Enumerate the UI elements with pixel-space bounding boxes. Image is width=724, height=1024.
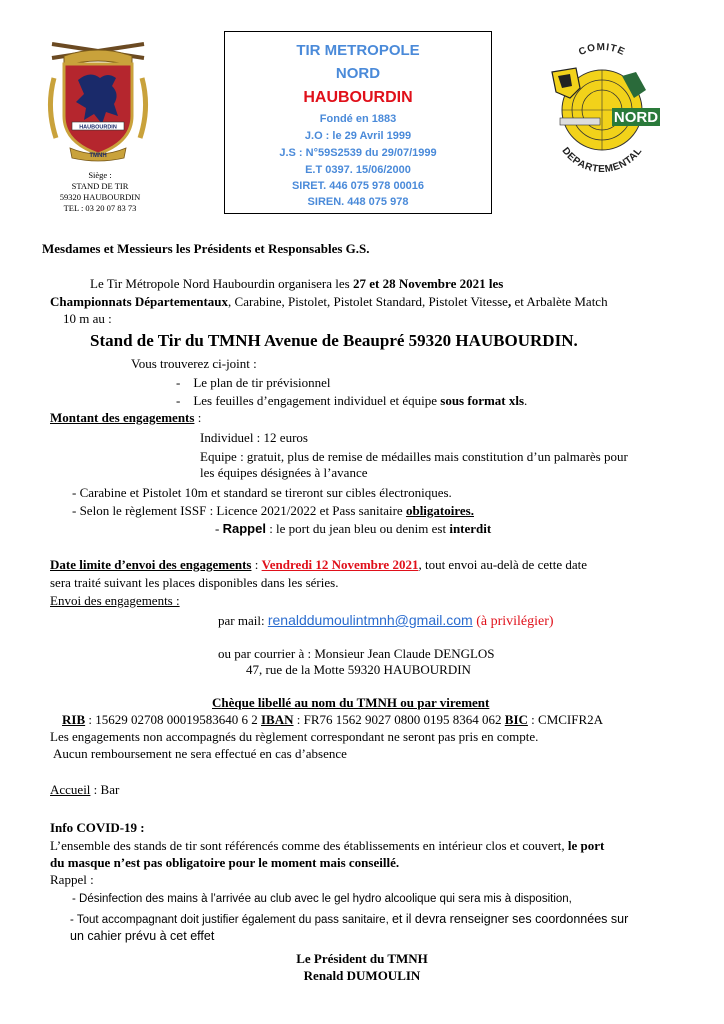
intro-line-1 [90, 276, 503, 292]
covid-port: le port [567, 838, 605, 853]
rappel-2-title: Rappel : [50, 872, 94, 887]
joint-title: Vous trouverez ci-joint : [131, 356, 257, 371]
rappel-text: : le port du jean bleu ou denim est [265, 521, 450, 536]
rappel-label: Rappel [222, 521, 266, 536]
bic-value: : CMCIFR2A [527, 712, 604, 727]
covid-text: L’ensemble des stands de tir sont référencés comme des établissements en intérieur clos et couvert, [50, 838, 568, 853]
mail-line [218, 612, 554, 630]
desinfection-note: - Désinfection des mains à l’arrivée au club avec le gel hydro alcoolique qui sera mis à disposition, [72, 893, 572, 905]
date-limite-title: Date limite d’envoi des engagements [50, 557, 252, 572]
tmnh-logo [38, 38, 158, 163]
accompagnant-text: - Tout accompagnant doit justifier également du pass sanitaire, [70, 914, 392, 926]
intro-line-3: 10 m au : [63, 311, 112, 326]
covid-line-2: du masque n’est pas obligatoire pour le moment mais conseillé. [50, 855, 400, 870]
courrier-line-2: 47, rue de la Motte 59320 HAUBOURDIN [246, 662, 471, 677]
date-limite-line [50, 557, 587, 573]
joint-item-1-text: Le plan de tir prévisionnel [193, 375, 331, 390]
club-jo: J.O : le 29 Avril 1999 [304, 130, 412, 142]
accueil-value: : Bar [90, 782, 120, 797]
date-limite-value: Vendredi 12 Novembre 2021 [261, 557, 419, 572]
issf-text: - Selon le règlement ISSF : Licence 2021/2022 et Pass sanitaire [72, 503, 406, 518]
rappel-jean [215, 521, 491, 537]
comite-logo [530, 32, 670, 182]
mail-link[interactable]: renalddumoulintmnh@gmail.com [267, 612, 473, 628]
accueil-label: Accueil [50, 782, 91, 797]
intro-comma: , [507, 294, 512, 309]
siege-label: Siège : [88, 170, 112, 180]
club-js: J.S : N°59S2539 du 29/07/1999 [279, 147, 437, 159]
iban-value: : FR76 1562 9027 0800 0195 8364 062 [293, 712, 505, 727]
club-title-1: TIR METROPOLE [296, 42, 420, 59]
bic-label: BIC [504, 712, 528, 727]
venue: Stand de Tir du TMNH Avenue de Beaupré 59320 HAUBOURDIN. [90, 331, 578, 350]
carabine-note: - Carabine et Pistolet 10m et standard se tireront sur cibles électroniques. [72, 485, 452, 500]
joint-item-2: - Les feuilles d’engagement individuel et équipe sous format xls. [176, 393, 528, 408]
siege-tel: TEL : 03 20 07 83 73 [63, 203, 137, 213]
intro-dates: 27 et 28 Novembre 2021 les [352, 276, 504, 291]
intro-text: Le Tir Métropole Nord Haubourdin organisera les [90, 276, 353, 291]
siege-info [40, 170, 160, 214]
joint-item-2-text: Les feuilles d’engagement individuel et équipe [193, 393, 441, 408]
logo-initials: TMNH [89, 153, 107, 159]
rib-label: RIB [62, 712, 86, 727]
intro-championnats: Championnats Départementaux [50, 294, 229, 309]
intro-line-2 [50, 294, 608, 310]
montant-colon: : [194, 410, 202, 425]
greeting: Mesdames et Messieurs les Présidents et Responsables G.S. [42, 241, 370, 256]
accompagnant-line-2: un cahier prévu à cet effet [70, 929, 215, 943]
mail-preferred: (à privilégier) [472, 614, 554, 629]
comite-nord-text: NORD [613, 109, 659, 126]
envoi-title: Envoi des engagements : [50, 593, 180, 608]
club-siren: SIREN. 448 075 978 [307, 196, 409, 208]
courrier-line-1: ou par courrier à : Monsieur Jean Claude DENGLOS [218, 646, 495, 661]
covid-line-1 [50, 838, 604, 854]
mail-label: par mail: [218, 613, 268, 628]
svg-text:COMITE [577, 42, 627, 58]
intro-disciplines: , Carabine, Pistolet, Pistolet Standard, Pistolet Vitesse [228, 294, 508, 309]
issf-obligatoires: obligatoires. [405, 503, 474, 518]
montant-equipe-1: Equipe : gratuit, plus de remise de médailles mais constitution d’un palmarès pour [200, 449, 628, 464]
comite-bottom-text: DEPARTEMENTAL [559, 145, 645, 176]
date-limite-rest: , tout envoi au-delà de cette date [418, 557, 588, 572]
signature-name: Renald DUMOULIN [303, 968, 421, 983]
montant-equipe-2: les équipes désignées à l’avance [200, 465, 368, 480]
non-accompagnes: Les engagements non accompagnés du règlement correspondant ne seront pas pris en compte. [50, 729, 539, 744]
montant-line [50, 410, 201, 426]
rappel-interdit: interdit [449, 521, 492, 536]
montant-individuel: Individuel : 12 euros [200, 430, 308, 445]
cheque-title: Chèque libellé au nom du TMNH ou par virement [212, 695, 490, 710]
comite-top-text: COMITE [577, 41, 627, 59]
accueil-line [50, 782, 119, 798]
club-header-box [224, 31, 492, 214]
aucun-remboursement: Aucun remboursement ne sera effectué en cas d’absence [53, 746, 347, 761]
date-limite-line-2: sera traité suivant les places disponibles dans les séries. [50, 575, 339, 590]
logo-text: HAUBOURDIN [79, 124, 117, 131]
date-limite-colon: : [251, 557, 262, 572]
club-et: E.T 0397. 15/06/2000 [305, 164, 411, 176]
issf-note [72, 503, 474, 519]
siege-city: 59320 HAUBOURDIN [59, 192, 141, 202]
rappel-dash: - [215, 521, 223, 536]
montant-title: Montant des engagements [50, 410, 195, 425]
club-title-2: NORD [335, 65, 381, 82]
club-siret: SIRET. 446 075 978 00016 [291, 180, 425, 192]
club-title-3: HAUBOURDIN [303, 89, 413, 106]
accompagnant-line-1 [70, 911, 628, 928]
covid-title: Info COVID-19 : [50, 820, 145, 835]
joint-item-2-format: sous format xls [440, 393, 525, 408]
intro-arbalete: et Arbalète Match [511, 294, 608, 309]
joint-item-1: - Le plan de tir prévisionnel [176, 375, 331, 390]
iban-label: IBAN [261, 712, 294, 727]
rib-value: : 15629 02708 00019583640 6 2 [85, 712, 261, 727]
signature-title: Le Président du TMNH [296, 951, 428, 966]
bank-line [62, 712, 603, 728]
accompagnant-coordonnees: et il devra renseigner ses coordonnées sur [391, 912, 629, 926]
siege-stand: STAND DE TIR [71, 181, 129, 191]
joint-item-2-dot: . [524, 393, 528, 408]
club-founded: Fondé en 1883 [319, 113, 397, 125]
